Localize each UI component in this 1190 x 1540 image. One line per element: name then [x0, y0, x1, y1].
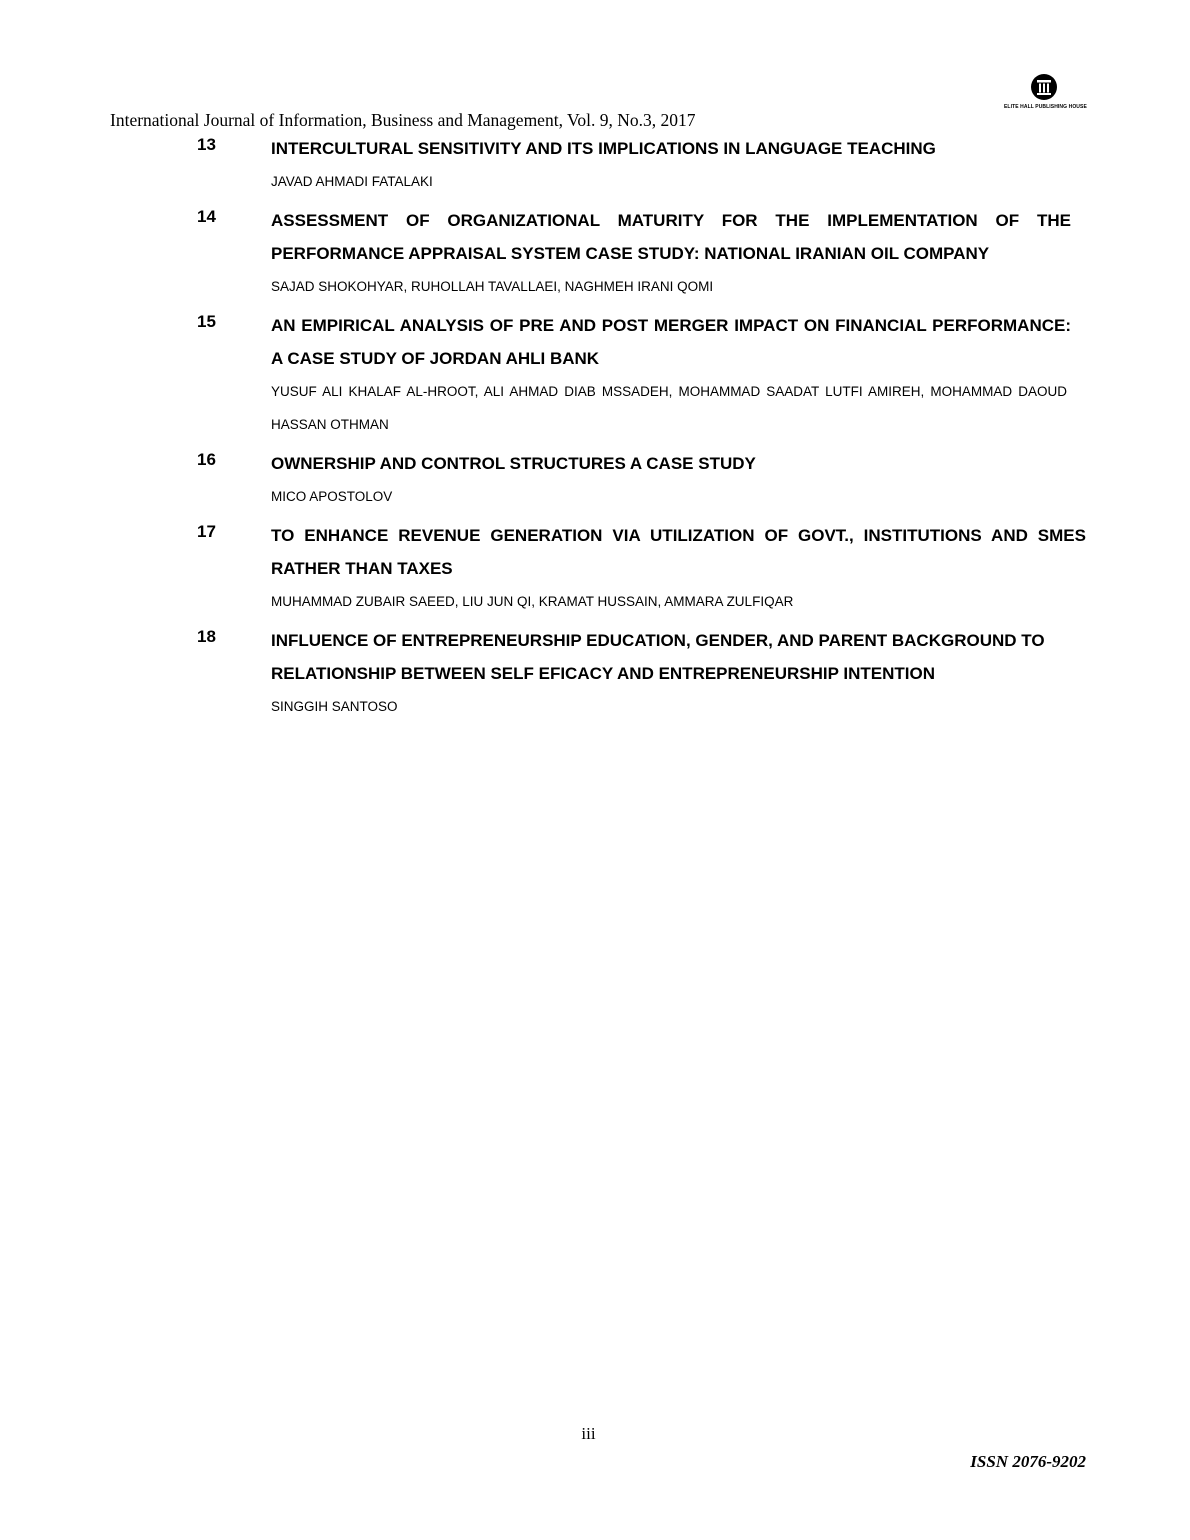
article-title: ASSESSMENT OF ORGANIZATIONAL MATURITY FOR THE IMPLEMENTATION OF THE PERFORMANCE APPRAISAL SYSTEM CASE STUDY: NATIONAL IRANIAN OIL COMPANY [271, 211, 1071, 263]
entry-number: 13 [197, 135, 216, 154]
issn-label: ISSN 2076-9202 [970, 1452, 1086, 1471]
entry-number: 14 [197, 207, 216, 226]
entry-number: 17 [197, 522, 216, 541]
journal-header: International Journal of Information, Business and Management, Vol. 9, No.3, 2017 [110, 110, 696, 130]
entry-number: 18 [197, 627, 216, 646]
toc-entry [197, 309, 1087, 441]
article-authors: MICO APOSTOLOV [271, 489, 393, 504]
publisher-logo-text: ELITE HALL PUBLISHING HOUSE [1004, 104, 1087, 110]
toc-entry [197, 624, 1087, 723]
toc-entry [197, 132, 1087, 198]
article-title: OWNERSHIP AND CONTROL STRUCTURES A CASE STUDY [271, 454, 756, 473]
article-title: AN EMPIRICAL ANALYSIS OF PRE AND POST MERGER IMPACT ON FINANCIAL PERFORMANCE: A CASE STUDY OF JORDAN AHLI BANK [271, 316, 1071, 368]
article-authors: MUHAMMAD ZUBAIR SAEED, LIU JUN QI, KRAMAT HUSSAIN, AMMARA ZULFIQAR [271, 594, 794, 609]
article-authors: YUSUF ALI KHALAF AL-HROOT, ALI AHMAD DIAB MSSADEH, MOHAMMAD SAADAT LUTFI AMIREH, MOHAMMAD DAOUD HASSAN OTHMAN [271, 384, 1067, 432]
article-authors: SINGGIH SANTOSO [271, 699, 398, 714]
entry-number: 16 [197, 450, 216, 469]
entry-number: 15 [197, 312, 216, 331]
article-authors: JAVAD AHMADI FATALAKI [271, 174, 433, 189]
toc-entry [197, 447, 1087, 513]
table-of-contents [197, 136, 1087, 733]
article-title: TO ENHANCE REVENUE GENERATION VIA UTILIZATION OF GOVT., INSTITUTIONS AND SMES RATHER THAN TAXES [271, 526, 1086, 578]
article-title: INTERCULTURAL SENSITIVITY AND ITS IMPLICATIONS IN LANGUAGE TEACHING [271, 139, 936, 158]
toc-entry [197, 204, 1087, 303]
toc-entry [197, 519, 1087, 618]
article-title: INFLUENCE OF ENTREPRENEURSHIP EDUCATION, GENDER, AND PARENT BACKGROUND TO RELATIONSHIP BETWEEN SELF EFICACY AND ENTREPRENEURSHIP INTENTION [271, 631, 1045, 683]
column-pillar-icon [1031, 74, 1057, 100]
page-number: iii [581, 1424, 596, 1443]
article-authors: SAJAD SHOKOHYAR, RUHOLLAH TAVALLAEI, NAGHMEH IRANI QOMI [271, 279, 714, 294]
publisher-logo [1004, 74, 1087, 114]
